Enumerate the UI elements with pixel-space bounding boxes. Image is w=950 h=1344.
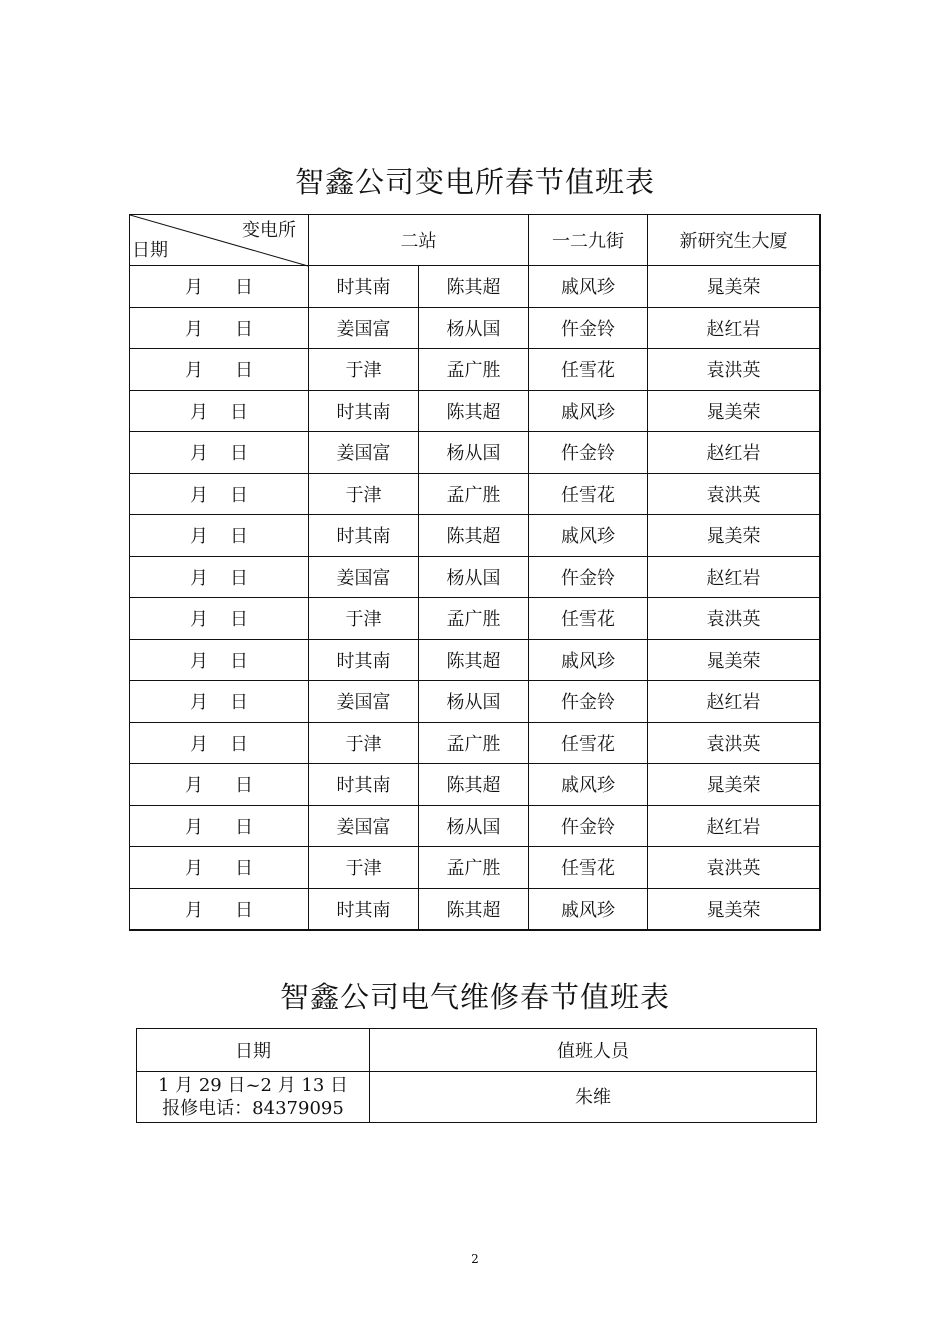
er-zhan-person-2: 杨从国 xyxy=(419,681,529,723)
yierjiu-person: 戚风珍 xyxy=(529,515,648,557)
date-cell xyxy=(130,473,309,515)
er-zhan-person-1: 姜国富 xyxy=(309,805,419,847)
er-zhan-person-2: 陈其超 xyxy=(419,515,529,557)
day-label: 日 xyxy=(235,775,253,797)
day-label: 日 xyxy=(235,858,253,880)
date-header-label: 日期 xyxy=(132,240,168,261)
diagonal-header-cell xyxy=(130,215,309,266)
er-zhan-person-1: 于津 xyxy=(309,473,419,515)
er-zhan-person-2: 孟广胜 xyxy=(419,847,529,889)
table-row xyxy=(130,473,821,515)
repair-header-row xyxy=(137,1029,817,1072)
date-cell xyxy=(130,764,309,806)
table-row xyxy=(130,764,821,806)
column-header-er-zhan: 二站 xyxy=(309,215,529,266)
date-cell xyxy=(130,598,309,640)
month-label: 月 xyxy=(185,360,203,382)
yierjiu-person: 任雪花 xyxy=(529,349,648,391)
table-row xyxy=(130,639,821,681)
date-cell xyxy=(130,432,309,474)
er-zhan-person-2: 陈其超 xyxy=(419,639,529,681)
table-row xyxy=(130,390,821,432)
day-label: 日 xyxy=(235,360,253,382)
repair-date-range: 1 月 29 日~2 月 13 日 xyxy=(157,1075,349,1096)
date-cell xyxy=(130,805,309,847)
xinyanjiu-person: 袁洪英 xyxy=(648,473,821,515)
date-cell xyxy=(130,349,309,391)
date-cell xyxy=(130,390,309,432)
substation-header-label: 变电所 xyxy=(242,220,296,241)
month-label: 月 xyxy=(190,443,208,465)
date-cell xyxy=(130,681,309,723)
table-row xyxy=(130,515,821,557)
month-label: 月 xyxy=(190,567,208,589)
table-row xyxy=(130,598,821,640)
day-label: 日 xyxy=(235,899,253,921)
er-zhan-person-1: 时其南 xyxy=(309,515,419,557)
date-cell xyxy=(130,639,309,681)
table-row xyxy=(130,266,821,308)
day-label: 日 xyxy=(230,609,248,631)
day-label: 日 xyxy=(230,484,248,506)
er-zhan-person-1: 于津 xyxy=(309,722,419,764)
repair-row xyxy=(137,1072,817,1123)
repair-staff-cell: 朱维 xyxy=(370,1072,817,1123)
yierjiu-person: 仵金铃 xyxy=(529,805,648,847)
month-label: 月 xyxy=(190,733,208,755)
month-label: 月 xyxy=(190,526,208,548)
month-label: 月 xyxy=(185,858,203,880)
table-row xyxy=(130,847,821,889)
er-zhan-person-2: 孟广胜 xyxy=(419,598,529,640)
er-zhan-person-1: 时其南 xyxy=(309,266,419,308)
day-label: 日 xyxy=(230,526,248,548)
xinyanjiu-person: 赵红岩 xyxy=(648,432,821,474)
column-header-yierjiu: 一二九街 xyxy=(529,215,648,266)
xinyanjiu-person: 晁美荣 xyxy=(648,266,821,308)
month-label: 月 xyxy=(185,277,203,299)
er-zhan-person-1: 姜国富 xyxy=(309,556,419,598)
xinyanjiu-person: 晁美荣 xyxy=(648,764,821,806)
er-zhan-person-2: 陈其超 xyxy=(419,764,529,806)
yierjiu-person: 戚风珍 xyxy=(529,390,648,432)
yierjiu-person: 任雪花 xyxy=(529,722,648,764)
date-cell xyxy=(130,888,309,930)
date-cell xyxy=(130,307,309,349)
repair-date-cell xyxy=(137,1072,370,1123)
xinyanjiu-person: 袁洪英 xyxy=(648,349,821,391)
day-label: 日 xyxy=(230,733,248,755)
xinyanjiu-person: 晁美荣 xyxy=(648,639,821,681)
day-label: 日 xyxy=(230,567,248,589)
er-zhan-person-2: 孟广胜 xyxy=(419,722,529,764)
month-label: 月 xyxy=(190,609,208,631)
table-row xyxy=(130,556,821,598)
er-zhan-person-1: 于津 xyxy=(309,598,419,640)
er-zhan-person-2: 杨从国 xyxy=(419,432,529,474)
er-zhan-person-1: 于津 xyxy=(309,847,419,889)
yierjiu-person: 戚风珍 xyxy=(529,888,648,930)
er-zhan-person-2: 杨从国 xyxy=(419,307,529,349)
month-label: 月 xyxy=(190,650,208,672)
month-label: 月 xyxy=(185,318,203,340)
yierjiu-person: 任雪花 xyxy=(529,598,648,640)
date-cell xyxy=(130,722,309,764)
yierjiu-person: 戚风珍 xyxy=(529,266,648,308)
substation-duty-table xyxy=(129,214,821,931)
table-row xyxy=(130,307,821,349)
table-row xyxy=(130,349,821,391)
yierjiu-person: 仵金铃 xyxy=(529,432,648,474)
table-row xyxy=(130,432,821,474)
er-zhan-person-1: 姜国富 xyxy=(309,681,419,723)
repair-header-staff: 值班人员 xyxy=(370,1029,817,1072)
table-row xyxy=(130,805,821,847)
er-zhan-person-1: 于津 xyxy=(309,349,419,391)
duty-table-body xyxy=(130,266,821,931)
er-zhan-person-2: 孟广胜 xyxy=(419,473,529,515)
yierjiu-person: 仵金铃 xyxy=(529,681,648,723)
month-label: 月 xyxy=(190,692,208,714)
day-label: 日 xyxy=(230,401,248,423)
er-zhan-person-2: 杨从国 xyxy=(419,805,529,847)
table-row xyxy=(130,681,821,723)
er-zhan-person-2: 陈其超 xyxy=(419,390,529,432)
xinyanjiu-person: 赵红岩 xyxy=(648,307,821,349)
day-label: 日 xyxy=(235,277,253,299)
yierjiu-person: 仵金铃 xyxy=(529,556,648,598)
day-label: 日 xyxy=(230,650,248,672)
er-zhan-person-2: 陈其超 xyxy=(419,888,529,930)
repair-header-date: 日期 xyxy=(137,1029,370,1072)
yierjiu-person: 任雪花 xyxy=(529,473,648,515)
yierjiu-person: 戚风珍 xyxy=(529,764,648,806)
date-cell xyxy=(130,556,309,598)
er-zhan-person-2: 杨从国 xyxy=(419,556,529,598)
er-zhan-person-1: 时其南 xyxy=(309,639,419,681)
month-label: 月 xyxy=(190,484,208,506)
er-zhan-person-2: 孟广胜 xyxy=(419,349,529,391)
xinyanjiu-person: 袁洪英 xyxy=(648,847,821,889)
xinyanjiu-person: 晁美荣 xyxy=(648,390,821,432)
er-zhan-person-1: 时其南 xyxy=(309,888,419,930)
table-row xyxy=(130,888,821,930)
er-zhan-person-1: 姜国富 xyxy=(309,432,419,474)
yierjiu-person: 仵金铃 xyxy=(529,307,648,349)
xinyanjiu-person: 晁美荣 xyxy=(648,888,821,930)
day-label: 日 xyxy=(235,816,253,838)
xinyanjiu-person: 赵红岩 xyxy=(648,681,821,723)
month-label: 月 xyxy=(185,899,203,921)
xinyanjiu-person: 赵红岩 xyxy=(648,556,821,598)
column-header-xinyanjiu: 新研究生大厦 xyxy=(648,215,821,266)
er-zhan-person-1: 时其南 xyxy=(309,390,419,432)
month-label: 月 xyxy=(185,816,203,838)
date-cell xyxy=(130,266,309,308)
day-label: 日 xyxy=(235,318,253,340)
day-label: 日 xyxy=(230,443,248,465)
day-label: 日 xyxy=(230,692,248,714)
xinyanjiu-person: 赵红岩 xyxy=(648,805,821,847)
date-cell xyxy=(130,515,309,557)
yierjiu-person: 任雪花 xyxy=(529,847,648,889)
date-cell xyxy=(130,847,309,889)
substation-duty-title: 智鑫公司变电所春节值班表 xyxy=(294,165,655,199)
er-zhan-person-1: 时其南 xyxy=(309,764,419,806)
month-label: 月 xyxy=(190,401,208,423)
page-number: 2 xyxy=(471,1252,479,1266)
repair-duty-title: 智鑫公司电气维修春节值班表 xyxy=(279,980,670,1014)
xinyanjiu-person: 晁美荣 xyxy=(648,515,821,557)
table-row xyxy=(130,722,821,764)
xinyanjiu-person: 袁洪英 xyxy=(648,722,821,764)
month-label: 月 xyxy=(185,775,203,797)
repair-phone: 报修电话：84379095 xyxy=(162,1098,344,1119)
repair-duty-table xyxy=(136,1028,817,1123)
xinyanjiu-person: 袁洪英 xyxy=(648,598,821,640)
yierjiu-person: 戚风珍 xyxy=(529,639,648,681)
er-zhan-person-2: 陈其超 xyxy=(419,266,529,308)
er-zhan-person-1: 姜国富 xyxy=(309,307,419,349)
table-header-row xyxy=(130,215,821,266)
